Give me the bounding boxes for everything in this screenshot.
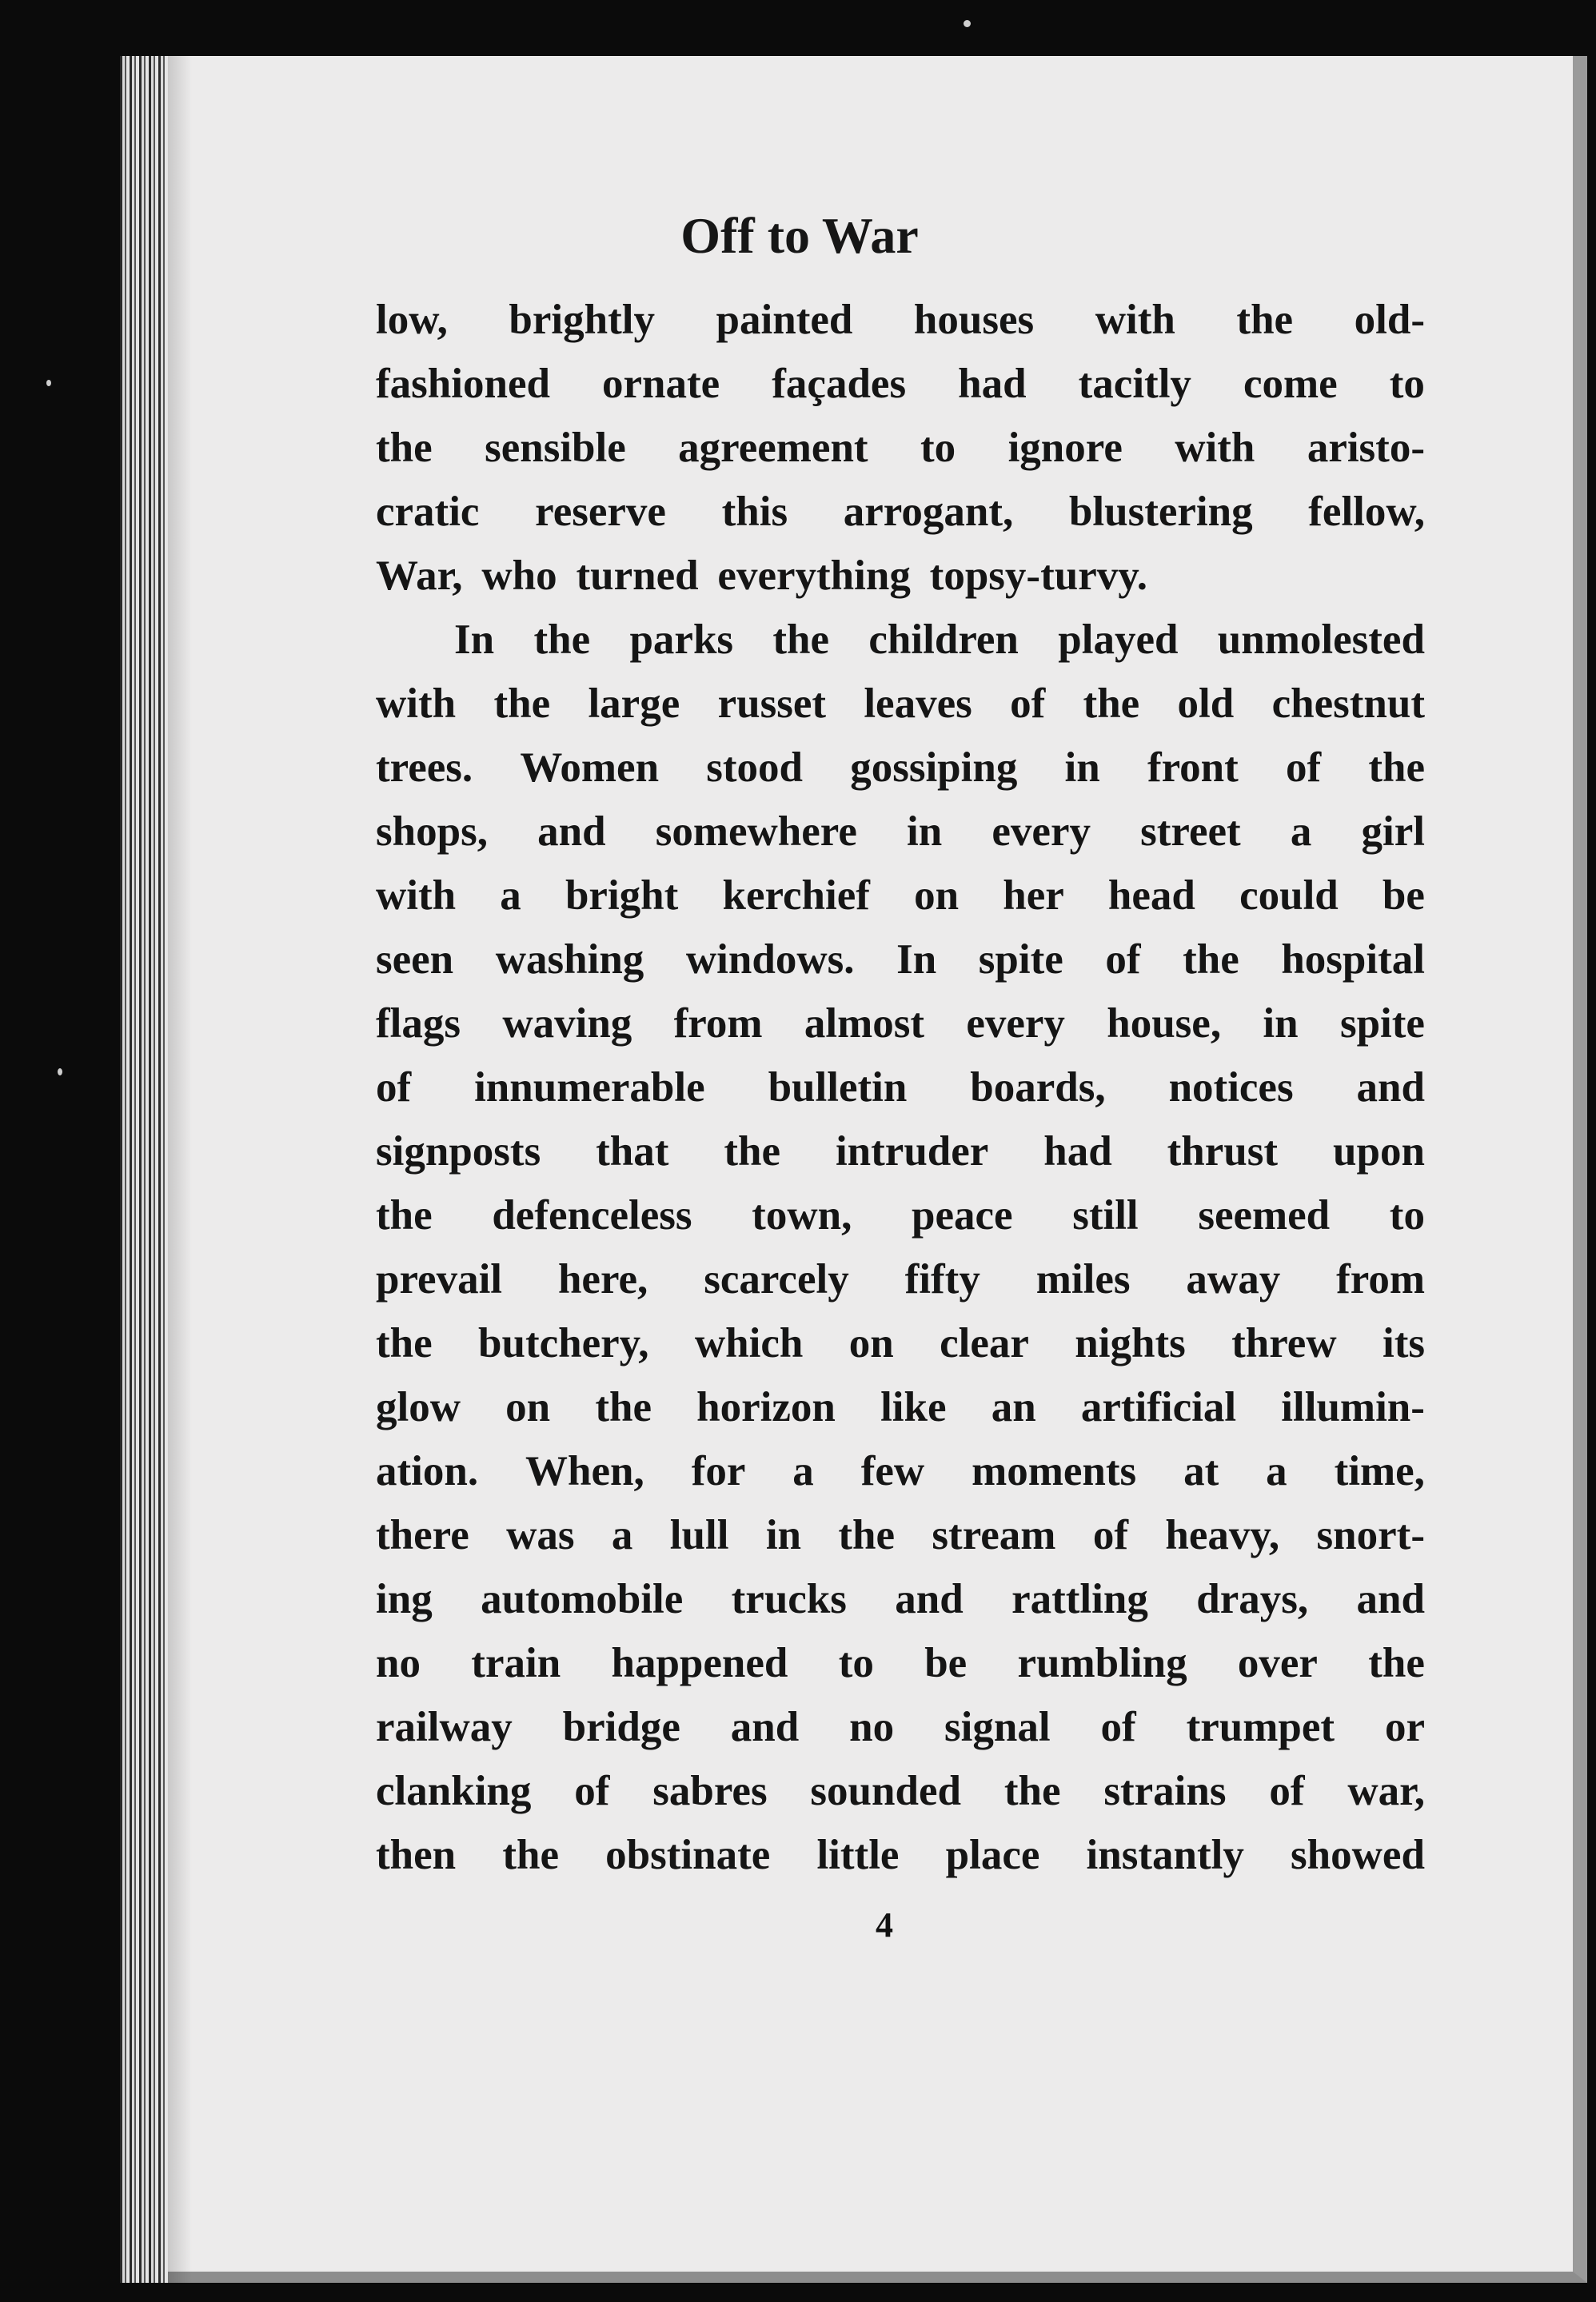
- word: boards,: [970, 1064, 1106, 1111]
- word: prevail: [376, 1256, 503, 1303]
- word: spite: [978, 936, 1063, 983]
- word: and: [1356, 1576, 1425, 1622]
- word: this: [721, 489, 788, 535]
- word: of: [574, 1768, 610, 1814]
- word: was: [506, 1512, 575, 1558]
- word: bulletin: [768, 1064, 908, 1111]
- text-line: [376, 736, 1425, 800]
- word: to: [1389, 1192, 1425, 1239]
- text-line: [376, 1119, 1425, 1183]
- word: painted: [716, 297, 853, 343]
- word: no: [376, 1640, 421, 1686]
- word: signal: [944, 1704, 1051, 1750]
- text-line: [376, 672, 1425, 736]
- word: train: [471, 1640, 561, 1686]
- word: away: [1186, 1256, 1281, 1303]
- word: agreement: [678, 425, 868, 471]
- word: clanking: [376, 1768, 532, 1814]
- word: a: [1290, 808, 1312, 855]
- word: its: [1382, 1320, 1425, 1366]
- word: and: [537, 808, 606, 855]
- text-line: [376, 928, 1425, 991]
- word: aristo-: [1307, 425, 1425, 471]
- word: in: [765, 1512, 802, 1558]
- word: which: [694, 1320, 804, 1366]
- word: and: [895, 1576, 964, 1622]
- text-line: [376, 480, 1425, 544]
- word: rumbling: [1017, 1640, 1187, 1686]
- word: trees.: [376, 744, 473, 791]
- word: the: [1236, 297, 1294, 343]
- word: at: [1183, 1448, 1219, 1494]
- word: the: [595, 1384, 652, 1430]
- word: shops,: [376, 808, 488, 855]
- word: and: [1356, 1064, 1425, 1111]
- text-line: [376, 1759, 1425, 1823]
- word: Women: [520, 744, 660, 791]
- word: sensible: [485, 425, 626, 471]
- word: When,: [525, 1448, 644, 1494]
- word: an: [991, 1384, 1036, 1430]
- word: had: [1043, 1128, 1112, 1175]
- word: seen: [376, 936, 454, 983]
- word: played: [1058, 616, 1179, 663]
- word: drays,: [1196, 1576, 1309, 1622]
- word: for: [691, 1448, 746, 1494]
- word: the: [1368, 1640, 1425, 1686]
- word: had: [958, 361, 1027, 407]
- word: miles: [1035, 1256, 1131, 1303]
- word: the: [838, 1512, 896, 1558]
- word: front: [1147, 744, 1239, 791]
- word: of: [1100, 1704, 1136, 1750]
- word: with: [376, 872, 457, 919]
- word: little: [816, 1832, 900, 1878]
- word: of: [1105, 936, 1141, 983]
- word: bright: [565, 872, 679, 919]
- word: horizon: [696, 1384, 836, 1430]
- word: house,: [1107, 1000, 1222, 1047]
- word: with: [376, 680, 457, 727]
- word: ing: [376, 1576, 433, 1622]
- word: turned: [576, 553, 699, 599]
- text-line: [376, 991, 1425, 1055]
- text-line: [376, 800, 1425, 864]
- word: fashioned: [376, 361, 550, 407]
- word: bridge: [562, 1704, 680, 1750]
- word: the: [1003, 1768, 1061, 1814]
- word: few: [860, 1448, 925, 1494]
- word: the: [1183, 936, 1239, 983]
- word: kerchief: [722, 872, 870, 919]
- word: seemed: [1198, 1192, 1331, 1239]
- word: instantly: [1086, 1832, 1244, 1878]
- word: somewhere: [655, 808, 857, 855]
- word: ignore: [1007, 425, 1123, 471]
- dust-speck: [46, 380, 51, 386]
- text-line: [376, 1567, 1425, 1631]
- word: reserve: [535, 489, 666, 535]
- word: tacitly: [1078, 361, 1191, 407]
- word: in: [1263, 1000, 1299, 1047]
- word: cratic: [376, 489, 480, 535]
- text-line: [376, 1375, 1425, 1439]
- word: be: [1382, 872, 1425, 919]
- word: blustering: [1068, 489, 1253, 535]
- word: fellow,: [1308, 489, 1425, 535]
- text-line: [376, 1311, 1425, 1375]
- text-line: [376, 1183, 1425, 1247]
- binding-shadow: [168, 56, 192, 2283]
- word: the: [1083, 680, 1140, 727]
- text-line: [376, 864, 1425, 928]
- word: unmolested: [1217, 616, 1425, 663]
- word: In: [896, 936, 937, 983]
- word: with: [1095, 297, 1175, 343]
- word: over: [1237, 1640, 1318, 1686]
- word: spite: [1339, 1000, 1425, 1047]
- word: the: [376, 425, 433, 471]
- text-line: [376, 1631, 1425, 1695]
- word: like: [880, 1384, 947, 1430]
- word: of: [1285, 744, 1322, 791]
- word: then: [376, 1832, 457, 1878]
- word: chestnut: [1271, 680, 1425, 727]
- text-line: [376, 352, 1425, 416]
- word: railway: [376, 1704, 513, 1750]
- word: snort-: [1316, 1512, 1425, 1558]
- text-line: [376, 416, 1425, 480]
- word: signposts: [376, 1128, 541, 1175]
- word: a: [611, 1512, 633, 1558]
- word: thrust: [1167, 1128, 1279, 1175]
- word: of: [1269, 1768, 1305, 1814]
- word: showed: [1291, 1832, 1425, 1878]
- word: everything: [717, 553, 911, 599]
- text-line: [376, 1055, 1425, 1119]
- word: heavy,: [1165, 1512, 1280, 1558]
- word: place: [945, 1832, 1040, 1878]
- word: in: [1064, 744, 1100, 791]
- word: ornate: [602, 361, 720, 407]
- text-line: [376, 544, 1425, 608]
- word: obstinate: [605, 1832, 771, 1878]
- text-line: [376, 1439, 1425, 1503]
- word: the: [376, 1320, 433, 1366]
- text-line: [376, 1695, 1425, 1759]
- running-head: Off to War: [680, 207, 919, 264]
- word: on: [505, 1384, 551, 1430]
- word: stream: [932, 1512, 1056, 1558]
- word: be: [924, 1640, 968, 1686]
- word: the: [502, 1832, 559, 1878]
- word: trumpet: [1186, 1704, 1335, 1750]
- word: notices: [1168, 1064, 1294, 1111]
- word: sounded: [810, 1768, 961, 1814]
- word: lull: [669, 1512, 729, 1558]
- word: town,: [752, 1192, 852, 1239]
- word: no: [849, 1704, 895, 1750]
- word: there: [376, 1512, 469, 1558]
- word: head: [1107, 872, 1195, 919]
- word: street: [1140, 808, 1241, 855]
- word: on: [914, 872, 960, 919]
- word: large: [588, 680, 680, 727]
- word: russet: [717, 680, 826, 727]
- word: gossiping: [850, 744, 1018, 791]
- word: the: [533, 616, 591, 663]
- word: children: [868, 616, 1019, 663]
- text-line: [376, 1247, 1425, 1311]
- word: the: [1368, 744, 1425, 791]
- word: to: [1389, 361, 1425, 407]
- word: who: [481, 553, 557, 599]
- word: automobile: [481, 1576, 684, 1622]
- word: scarcely: [704, 1256, 849, 1303]
- word: the: [376, 1192, 433, 1239]
- word: girl: [1361, 808, 1425, 855]
- word: from: [1336, 1256, 1425, 1303]
- word: moments: [972, 1448, 1137, 1494]
- word: that: [596, 1128, 669, 1175]
- word: here,: [557, 1256, 648, 1303]
- word: butchery,: [478, 1320, 649, 1366]
- word: the: [493, 680, 551, 727]
- word: peace: [911, 1192, 1013, 1239]
- word: rattling: [1011, 1576, 1148, 1622]
- page-number: 4: [876, 1905, 893, 1945]
- word: to: [838, 1640, 874, 1686]
- word: upon: [1333, 1128, 1425, 1175]
- word: from: [673, 1000, 763, 1047]
- word: War,: [376, 553, 463, 599]
- word: flags: [376, 1000, 461, 1047]
- word: illumin-: [1281, 1384, 1425, 1430]
- word: trucks: [731, 1576, 847, 1622]
- dust-speck: [58, 1068, 62, 1075]
- word: arrogant,: [843, 489, 1014, 535]
- word: come: [1243, 361, 1338, 407]
- word: topsy-turvy.: [929, 553, 1148, 599]
- word: or: [1384, 1704, 1425, 1750]
- word: the: [772, 616, 830, 663]
- word: war,: [1347, 1768, 1425, 1814]
- text-line: [376, 1503, 1425, 1567]
- word: sabres: [652, 1768, 768, 1814]
- word: In: [454, 616, 495, 663]
- text-line: [376, 608, 1425, 672]
- word: artificial: [1080, 1384, 1237, 1430]
- word: clear: [940, 1320, 1029, 1366]
- word: low,: [376, 297, 448, 343]
- body-text: [376, 288, 1425, 1887]
- word: her: [1003, 872, 1064, 919]
- word: hospital: [1281, 936, 1425, 983]
- word: every: [992, 808, 1091, 855]
- text-line: [376, 288, 1425, 352]
- word: happened: [611, 1640, 788, 1686]
- word: still: [1072, 1192, 1139, 1239]
- word: glow: [376, 1384, 461, 1430]
- word: defenceless: [492, 1192, 692, 1239]
- word: fifty: [904, 1256, 980, 1303]
- word: a: [1266, 1448, 1287, 1494]
- word: façades: [772, 361, 907, 407]
- word: every: [966, 1000, 1065, 1047]
- page-binding-edge: [120, 56, 168, 2283]
- word: stood: [706, 744, 804, 791]
- word: could: [1239, 872, 1339, 919]
- word: a: [792, 1448, 814, 1494]
- word: of: [1092, 1512, 1128, 1558]
- word: on: [848, 1320, 894, 1366]
- word: waving: [502, 1000, 632, 1047]
- word: brightly: [509, 297, 655, 343]
- word: time,: [1334, 1448, 1425, 1494]
- word: a: [500, 872, 521, 919]
- word: to: [920, 425, 956, 471]
- word: parks: [629, 616, 734, 663]
- dust-speck: [964, 20, 971, 27]
- word: of: [376, 1064, 412, 1111]
- word: of: [1010, 680, 1046, 727]
- word: nights: [1075, 1320, 1186, 1366]
- word: strains: [1103, 1768, 1227, 1814]
- text-line: [376, 1823, 1425, 1887]
- word: innumerable: [474, 1064, 705, 1111]
- word: windows.: [685, 936, 855, 983]
- word: leaves: [864, 680, 972, 727]
- word: old-: [1354, 297, 1425, 343]
- word: in: [907, 808, 943, 855]
- word: the: [724, 1128, 781, 1175]
- word: almost: [804, 1000, 924, 1047]
- word: intruder: [835, 1128, 989, 1175]
- word: old: [1177, 680, 1235, 727]
- word: threw: [1231, 1320, 1337, 1366]
- word: washing: [495, 936, 644, 983]
- word: houses: [913, 297, 1035, 343]
- word: with: [1175, 425, 1255, 471]
- word: ation.: [376, 1448, 479, 1494]
- word: and: [730, 1704, 800, 1750]
